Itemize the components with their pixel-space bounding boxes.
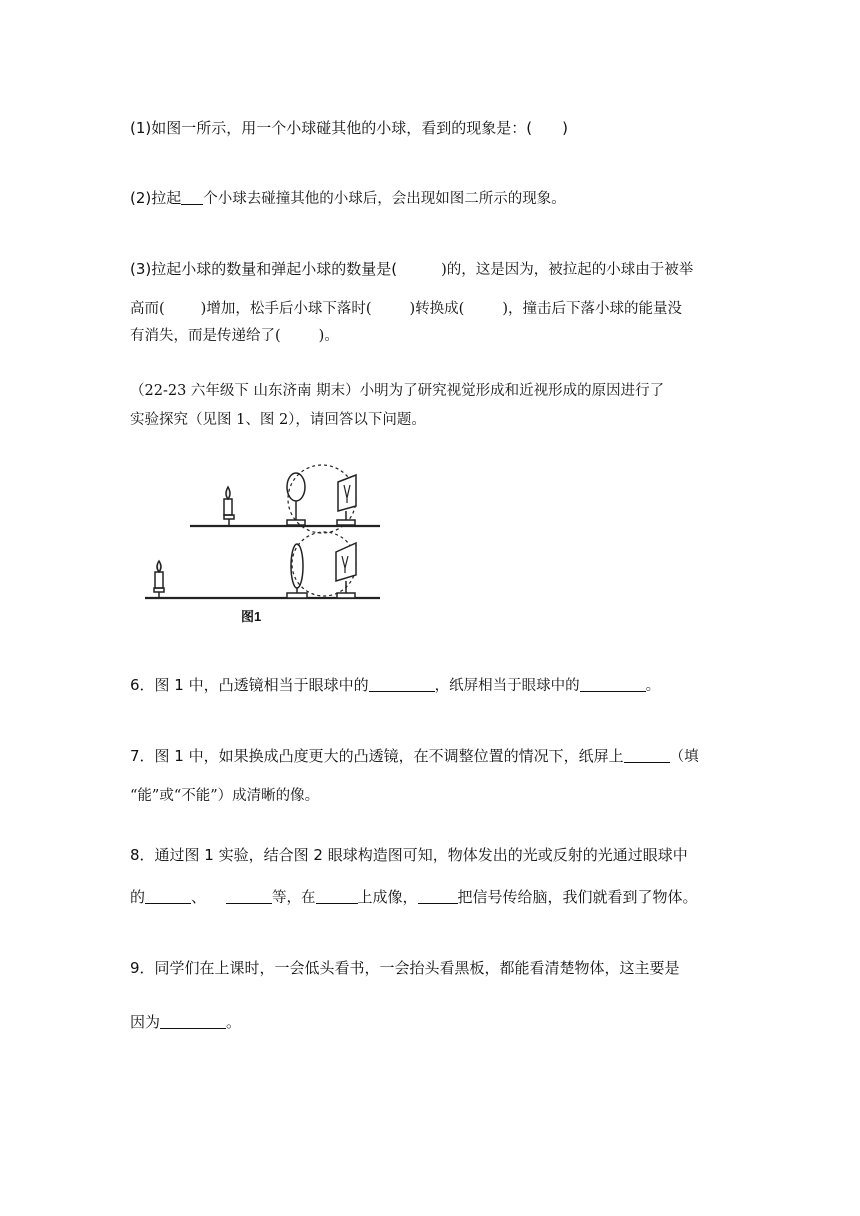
question-8-text: 的 [130, 888, 146, 906]
question-6-text: 。 [645, 678, 661, 694]
question-9-text: 因为 [130, 1013, 161, 1031]
question-7-line-1 [130, 746, 699, 767]
figure-caption: 图1 [241, 609, 262, 624]
question-3-line-3 [130, 326, 339, 346]
question-3-text: )转换成( [409, 301, 465, 317]
question-2-suffix: 个小球去碰撞其他的小球后，会出现如图二所示的现象。 [203, 191, 566, 207]
convex-lens-icon [287, 544, 307, 598]
question-7-text: “能”或“不能”）成清晰的像。 [130, 788, 320, 804]
answer-blank[interactable] [181, 190, 203, 205]
question-3-text: )增加，松手后小球下落时( [200, 301, 372, 317]
answer-blank[interactable] [145, 889, 191, 904]
question-3-text: 有消失，而是传递给了( [130, 328, 281, 344]
question-3-text: )，撞击后下落小球的能量没 [502, 301, 682, 317]
paper-screen-icon [336, 543, 356, 598]
answer-blank[interactable] [580, 677, 646, 692]
answer-blank[interactable] [316, 889, 358, 904]
figure-1 [140, 455, 385, 625]
question-9-line-2 [130, 1012, 241, 1032]
intro-line-1 [130, 381, 664, 401]
convex-lens-icon [287, 473, 305, 525]
question-1-text: (1)如图一所示，用一个小球碰其他的小球，看到的现象是：( ) [130, 119, 568, 137]
question-8-text: 、 [191, 888, 207, 906]
paper-screen-icon [337, 475, 356, 525]
question-8-text: 8．通过图 1 实验，结合图 2 眼球构造图可知，物体发出的光或反射的光通过眼球中 [130, 846, 688, 864]
question-9-text: 9．同学们在上课时，一会低头看书，一会抬头看黑板，都能看清楚物体，这主要是 [130, 959, 680, 977]
question-9-text: 。 [226, 1013, 242, 1031]
question-3-line-1 [130, 259, 693, 280]
question-9-line-1 [130, 958, 680, 978]
question-3-line-2 [130, 299, 682, 319]
answer-blank[interactable] [369, 677, 435, 692]
question-2-prefix: (2)拉起 [130, 189, 182, 207]
question-8-text: 上成像， [357, 888, 418, 906]
question-3-text: 高而( [130, 301, 165, 317]
answer-blank[interactable] [226, 889, 272, 904]
intro-text: （22-23 六年级下 山东济南 期末）小明为了研究视觉形成和近视形成的原因进行了 [130, 383, 665, 399]
question-8-line-1 [130, 845, 688, 865]
intro-text: 实验探究（见图 1、图 2），请回答以下问题。 [130, 412, 426, 428]
intro-line-2 [130, 410, 426, 430]
question-2 [130, 188, 566, 209]
question-6-text: 6．图 1 中，凸透镜相当于眼球中的 [130, 676, 369, 694]
candle-icon [154, 561, 164, 598]
answer-blank[interactable] [160, 1014, 226, 1029]
question-3-text: (3)拉起小球的数量和弹起小球的数量是( [130, 260, 398, 278]
answer-blank[interactable] [418, 889, 458, 904]
question-6 [130, 675, 660, 696]
question-7-line-2 [130, 786, 319, 806]
question-1 [130, 118, 568, 138]
question-8-line-2 [130, 887, 698, 908]
question-7-text: （填 [669, 749, 699, 765]
question-7-text: 7．图 1 中，如果换成凸度更大的凸透镜，在不调整位置的情况下，纸屏上 [130, 747, 624, 765]
question-8-text: 把信号传给脑，我们就看到了物体。 [457, 888, 698, 906]
question-8-text: 等，在 [272, 890, 316, 906]
question-3-text: )。 [318, 328, 339, 344]
candle-icon [224, 487, 234, 526]
question-6-text: ，纸屏相当于眼球中的 [434, 678, 580, 694]
question-3-text: )的，这是因为，被拉起的小球由于被举 [441, 262, 694, 278]
answer-blank[interactable] [624, 748, 670, 763]
